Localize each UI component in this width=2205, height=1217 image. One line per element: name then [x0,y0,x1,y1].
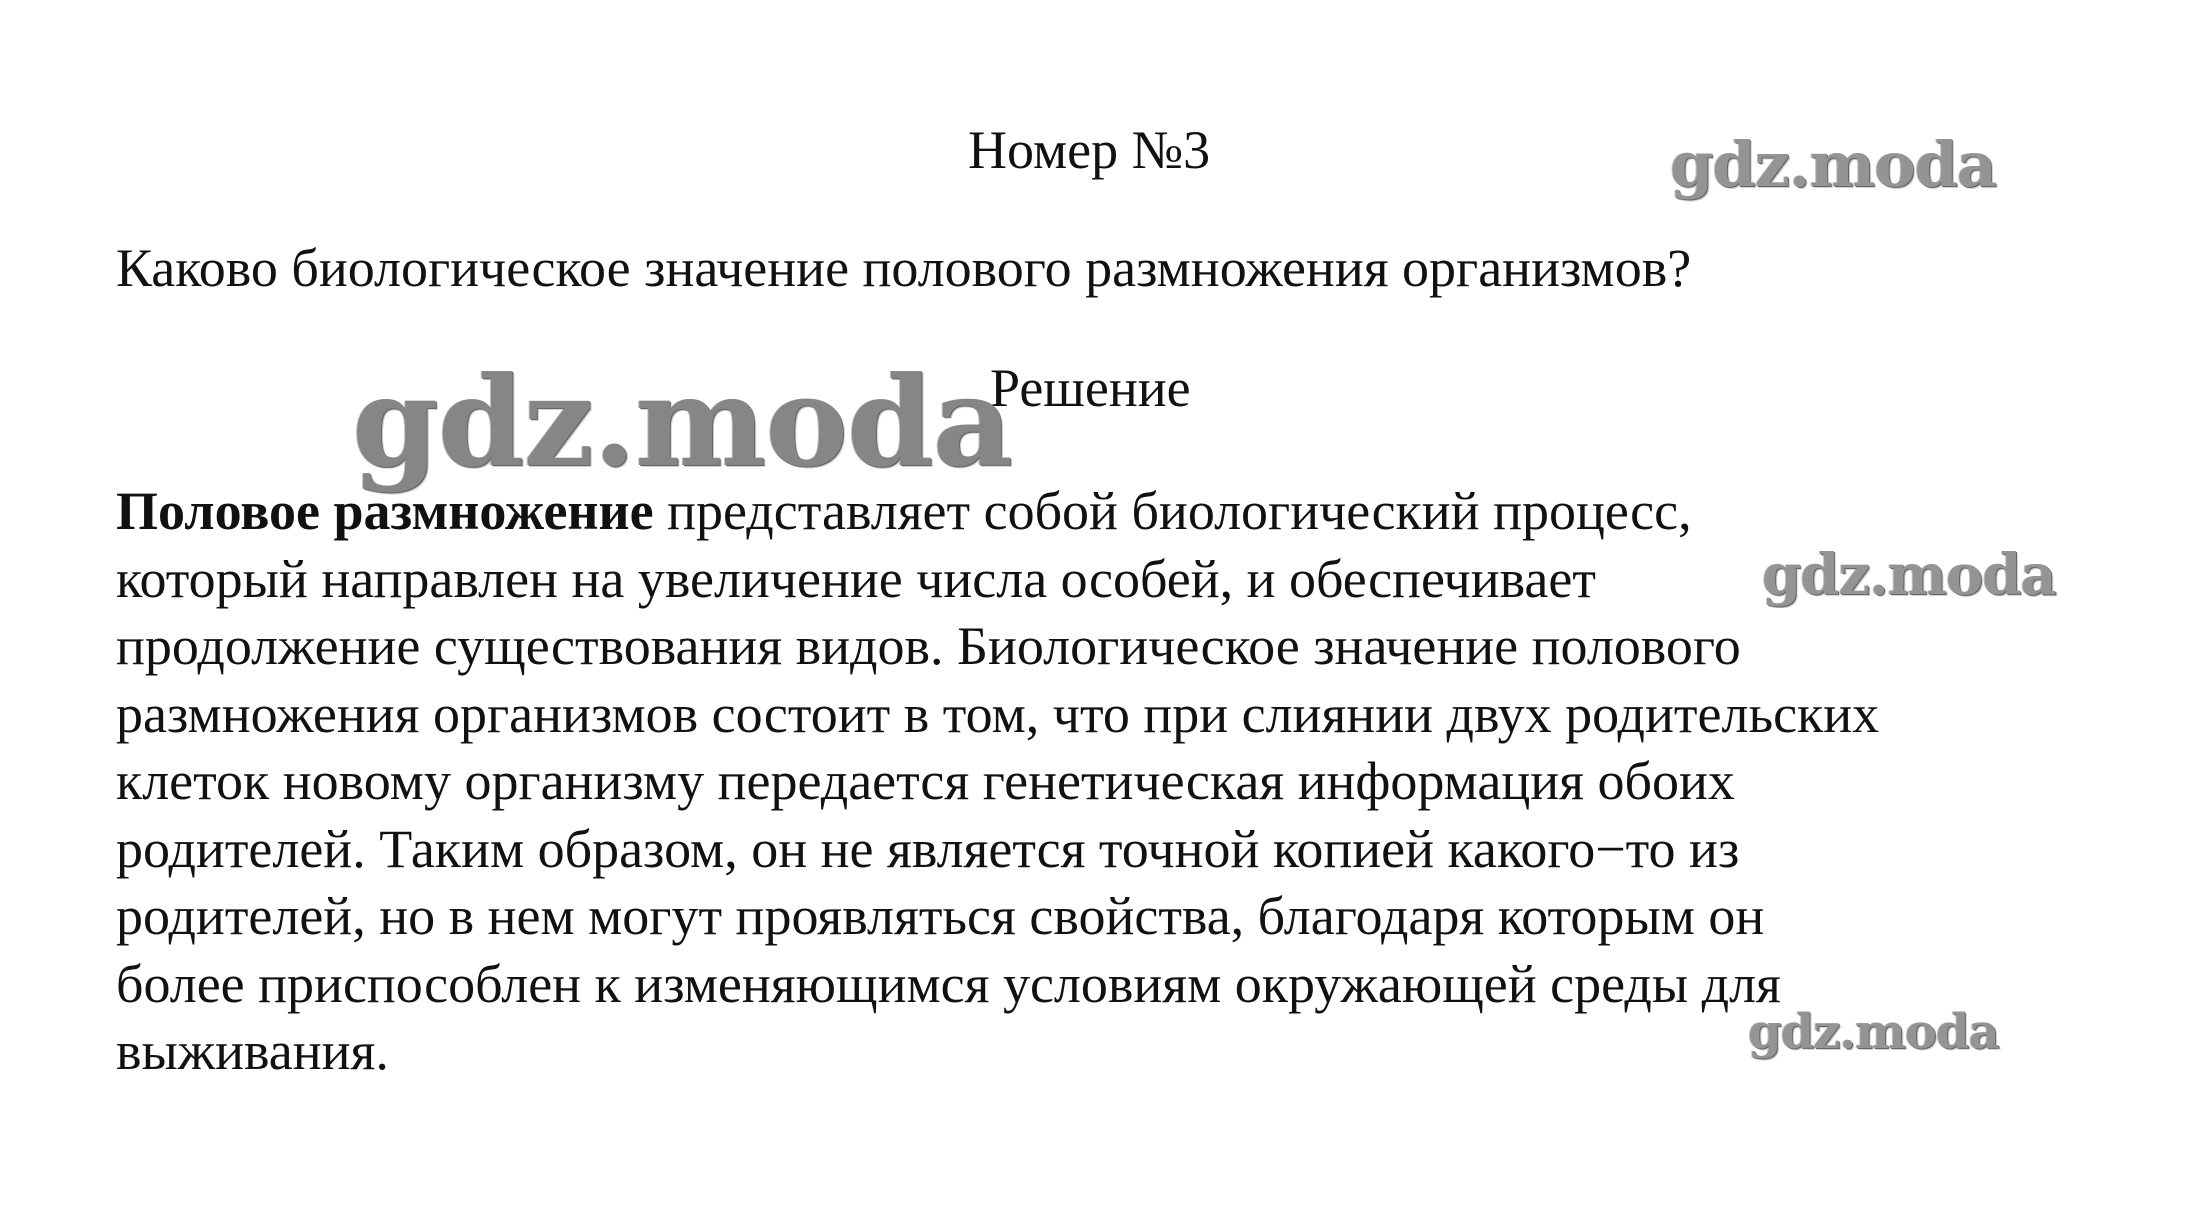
watermark-logo: gdz.moda [1748,1004,1999,1060]
solution-heading: Решение [990,358,1191,418]
answer-line: родителей, но в нем могут проявляться свойства, благодаря которым он [116,886,1765,946]
answer-line: более приспособлен к изменяющимся условиям окружающей среды для [116,953,1781,1014]
answer-line-1-rest: представляет собой биологический процесс, [653,481,1692,541]
answer-line: размножения организмов состоит в том, что при слиянии двух родительских [116,683,1880,744]
bold-term: Половое размножение [116,481,654,541]
watermark-logo: gdz.moda [352,350,1012,495]
answer-line: родителей. Таким образом, он не является точной копией какого−то из [116,818,1740,879]
watermark-logo: gdz.moda [1762,542,2056,608]
answer-line: продолжение существования видов. Биологическое значение полового [116,616,1741,676]
question-text: Каково биологическое значение полового размножения организмов? [116,238,1692,298]
watermark-logo: gdz.moda [1670,128,1996,201]
answer-line: клеток новому организму передается генетическая информация обоих [116,751,1735,811]
answer-line: выживания. [116,1021,389,1081]
answer-line: который направлен на увеличение числа особей, и обеспечивает [116,548,1596,609]
page-title: Номер №3 [968,120,1211,180]
